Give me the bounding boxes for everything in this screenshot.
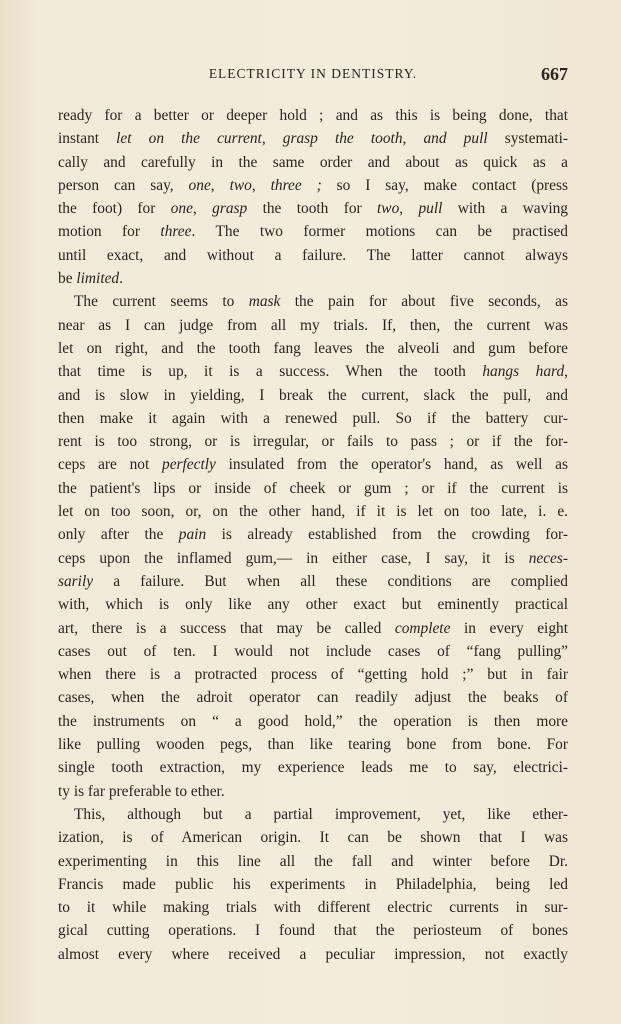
text-run: ceps are not (58, 456, 163, 474)
italic-run: three ; (270, 176, 322, 194)
text-line (58, 850, 568, 873)
text-run: , (261, 130, 283, 148)
italic-run: sarily (58, 572, 94, 590)
text-run: cases out of ten. I would not include cases of “fang pulling” (58, 642, 568, 660)
running-head (58, 64, 568, 86)
paragraph (58, 803, 568, 966)
italic-run: complete (394, 619, 451, 637)
text-line (58, 523, 568, 546)
italic-run: three (160, 223, 192, 241)
text-line (58, 593, 568, 616)
text-line (58, 943, 568, 966)
text-run: single tooth extraction, my experience leads me to say, electrici- (58, 759, 568, 777)
text-run: with a waving (442, 200, 568, 218)
text-line (58, 710, 568, 733)
text-line (58, 360, 568, 383)
text-run: systemati- (487, 130, 568, 148)
text-run: and is slow in yielding, I break the current, slack the pull, and (58, 386, 568, 404)
italic-run: pain (178, 526, 207, 544)
text-run: gical cutting operations. I found that the periosteum of bones (58, 922, 568, 940)
text-line (58, 220, 568, 243)
text-run: the pain for about five seconds, as (280, 293, 568, 311)
text-run: ization, is of American origin. It can be shown that I was (58, 829, 568, 847)
text-line (58, 407, 568, 430)
text-run: the patient's lips or inside of cheek or gum ; or if the current is (58, 479, 568, 497)
text-run: is already established from the crowding for- (206, 526, 569, 544)
text-line (58, 896, 568, 919)
text-run: to it while making trials with different electric currents in sur- (58, 899, 568, 917)
page-number: 667 (541, 64, 568, 84)
text-line (58, 780, 568, 803)
italic-run: two (377, 200, 400, 218)
italic-run: perfectly (162, 456, 216, 474)
text-line (58, 337, 568, 360)
text-line (58, 430, 568, 453)
text-run: cases, when the adroit operator can readily adjust the beaks of (58, 689, 568, 707)
text-line (58, 244, 568, 267)
text-run: Francis made public his experiments in Philadelphia, being led (58, 875, 568, 893)
text-run: insulated from the operator's hand, as well as (215, 456, 568, 474)
text-run: the tooth for (247, 200, 378, 218)
text-line (58, 547, 568, 570)
text-run: . (119, 270, 123, 288)
text-run: a failure. But when all these conditions are complied (93, 572, 568, 590)
text-run: let on right, and the tooth fang leaves the alveoli and gum before (58, 339, 568, 357)
text-run: the instruments on “ a good hold,” the operation is then more (58, 712, 568, 730)
italic-run: grasp the tooth (282, 130, 403, 148)
italic-run: one (188, 176, 211, 194)
text-run: be (58, 270, 77, 288)
text-line (58, 919, 568, 942)
text-line (58, 453, 568, 476)
text-run: , (399, 200, 419, 218)
text-line (58, 127, 568, 150)
text-run: in every eight (450, 619, 568, 637)
text-run: The current seems to (74, 293, 249, 311)
text-line (58, 151, 568, 174)
text-line (58, 384, 568, 407)
italic-run: and pull (423, 130, 488, 148)
text-run: ceps upon the inflamed gum,— in either case, I say, it is (58, 549, 529, 567)
text-line (58, 733, 568, 756)
text-line (58, 500, 568, 523)
text-run: then make it again with a renewed pull. So if the battery cur- (58, 409, 568, 427)
italic-run: grasp (212, 200, 248, 218)
text-line (58, 663, 568, 686)
paragraph (58, 290, 568, 803)
italic-run: limited (76, 270, 120, 288)
text-run: , (192, 200, 213, 218)
text-run: , (564, 363, 569, 381)
body-text (58, 104, 568, 966)
text-line (58, 686, 568, 709)
text-run: art, there is a success that may be called (58, 619, 395, 637)
text-line (58, 570, 568, 593)
text-run: ready for a better or deeper hold ; and as this is being done, that (58, 107, 568, 124)
text-line (58, 174, 568, 197)
paragraph (58, 104, 568, 290)
text-line (58, 617, 568, 640)
text-line (58, 104, 568, 127)
text-line (58, 290, 568, 313)
italic-run: two (229, 176, 252, 194)
text-run: cally and carefully in the same order and about as quick as a (58, 153, 568, 171)
text-line (58, 197, 568, 220)
italic-run: hangs hard (482, 363, 565, 381)
text-run: with, which is only like any other exact but eminently practical (58, 596, 568, 614)
text-run: This, although but a partial improvement, yet, like ether- (74, 805, 568, 823)
italic-run: one (170, 200, 193, 218)
text-line (58, 314, 568, 337)
text-run: . The two former motions can be practised (191, 223, 568, 241)
text-run: almost every where received a peculiar impression, not exactly (58, 945, 568, 963)
text-line (58, 640, 568, 663)
text-run: that time is up, it is a success. When the tooth (58, 363, 483, 381)
italic-run: let on the current (116, 130, 262, 148)
text-line (58, 803, 568, 826)
italic-run: pull (418, 200, 443, 218)
text-run: , (210, 176, 230, 194)
italic-run: mask (248, 293, 281, 311)
text-run: experimenting in this line all the fall and winter before Dr. (58, 852, 568, 870)
text-run: when there is a protracted process of “getting hold ;” but in fair (58, 666, 568, 684)
text-run: ty is far preferable to ether. (58, 782, 225, 800)
text-line (58, 267, 568, 290)
text-run: , (402, 130, 424, 148)
text-run: like pulling wooden pegs, than like tearing bone from bone. For (58, 736, 568, 754)
text-run: rent is too strong, or is irregular, or fails to pass ; or if the for- (58, 433, 568, 451)
text-run: until exact, and without a failure. The latter cannot always (58, 246, 568, 264)
text-run: instant (58, 130, 117, 148)
text-line (58, 756, 568, 779)
text-line (58, 826, 568, 849)
running-head-title: ELECTRICITY IN DENTISTRY. (208, 66, 418, 81)
text-run: , (251, 176, 271, 194)
italic-run: neces- (528, 549, 568, 567)
text-run: let on too soon, or, on the other hand, if it is let on too late, i. e. (58, 503, 568, 521)
text-run: near as I can judge from all my trials. If, then, the current was (58, 316, 568, 334)
text-line (58, 477, 568, 500)
text-run: motion for (58, 223, 161, 241)
text-run: the foot) for (58, 200, 171, 218)
text-run: only after the (58, 526, 179, 544)
text-run: person can say, (58, 176, 189, 194)
text-line (58, 873, 568, 896)
text-run: so I say, make contact (press (321, 176, 568, 194)
